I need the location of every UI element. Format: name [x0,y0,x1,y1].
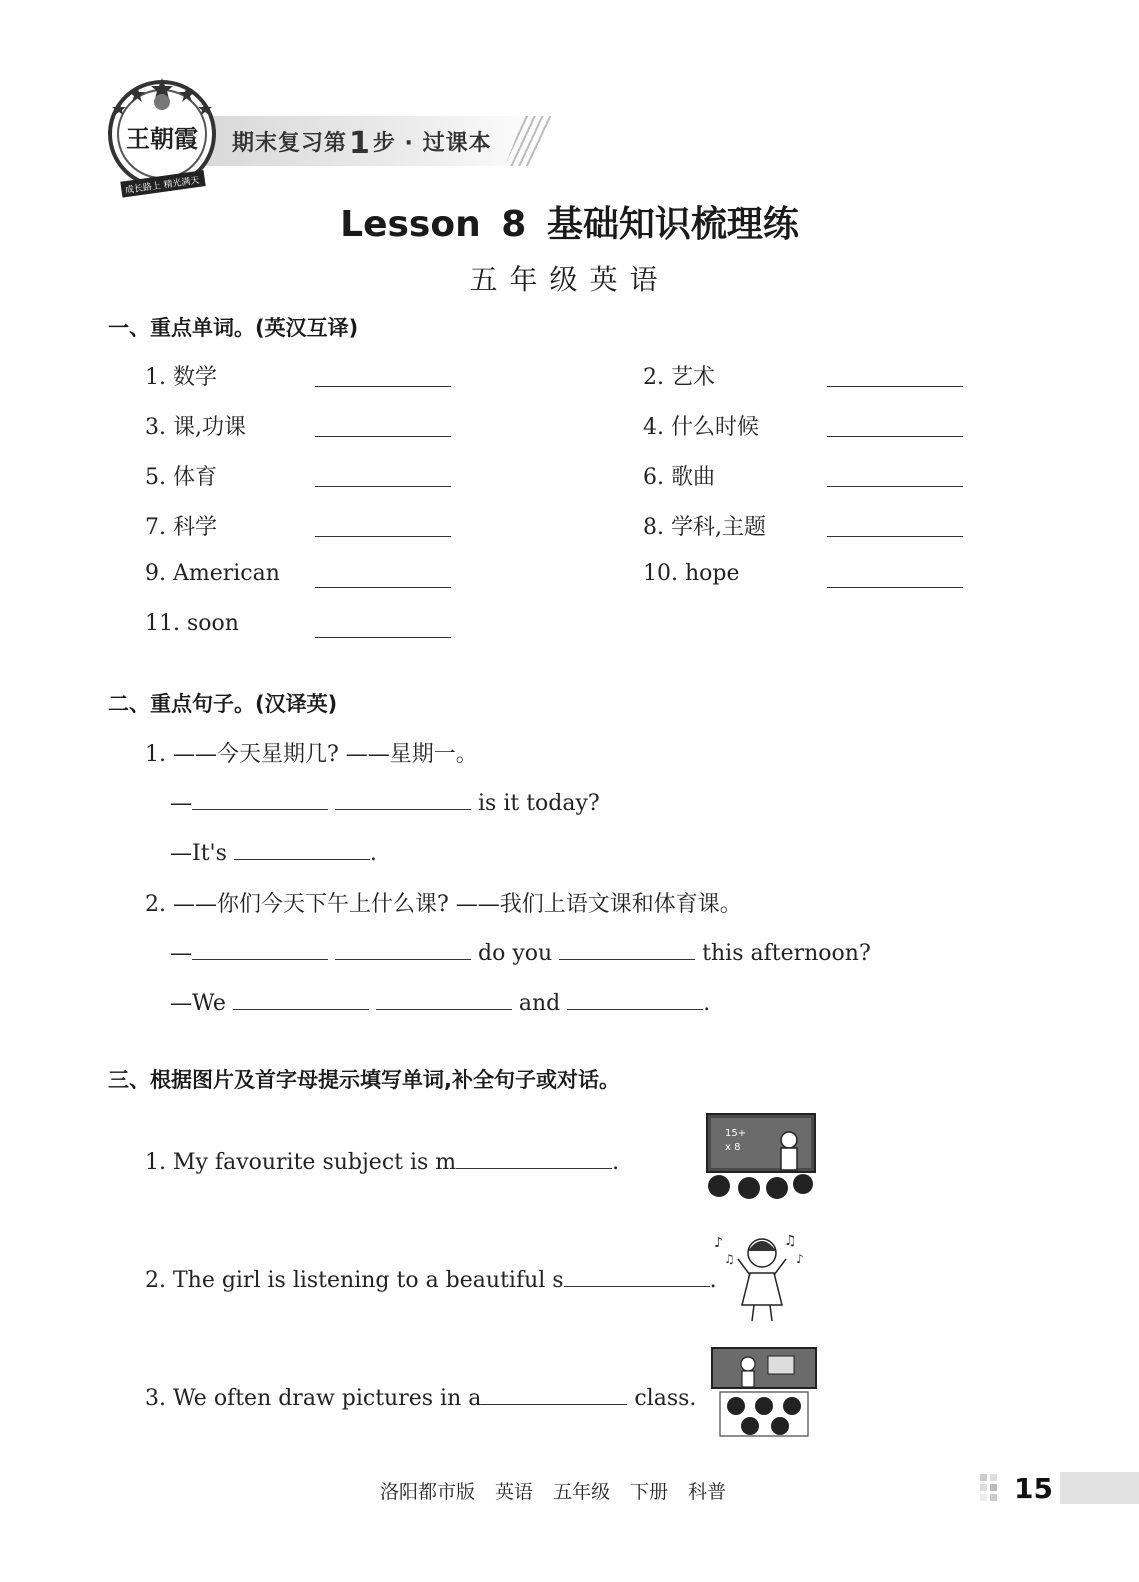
vocab-blank-9[interactable] [315,587,451,588]
picture-item-1-suffix: . [612,1150,620,1175]
step-number: 1 [349,126,371,161]
vocab-item-4: 4. 什么时候 [643,415,759,440]
vocab-blank-11[interactable] [315,637,451,638]
vocab-item-2: 2. 艺术 [643,365,715,390]
page-subtitle: 五年级英语 [469,263,670,296]
step-suffix: 步 · 过课本 [372,131,492,156]
sentence1-blank-b[interactable] [335,787,471,810]
section3-heading: 三、根据图片及首字母提示填写单词,补全句子或对话。 [108,1068,620,1092]
sentence1-line1-prefix: — [170,791,192,816]
sentence2-prompt: 2. ——你们今天下午上什么课? ——我们上语文课和体育课。 [145,892,742,917]
section1-heading: 一、重点单词。(英汉互译) [108,316,359,340]
vocab-blank-2[interactable] [827,386,963,387]
sentence2-line2-mid: and [518,991,561,1016]
picture-item-1-prefix: 1. My favourite subject is m [145,1150,457,1175]
picture-item-2 [145,1264,717,1293]
sentence2-blank-e[interactable] [376,987,512,1010]
vocab-item-6: 6. 歌曲 [643,465,715,490]
footer-edition: 洛阳都市版 英语 五年级 下册 科普 [380,1481,727,1503]
sentence1-blank-c[interactable] [234,837,370,860]
vocab-blank-3[interactable] [315,436,451,437]
sentence2-line1-mid: do you [478,941,553,966]
vocab-item-3: 3. 课,功课 [145,415,246,440]
page-number: 15 [1014,1472,1053,1505]
vocab-blank-1[interactable] [315,386,451,387]
sentence1-line1 [170,787,600,816]
vocab-item-9: 9. American [145,561,280,586]
svg-text:♪: ♪ [796,1252,804,1266]
svg-text:♫: ♫ [784,1233,797,1249]
sentence2-blank-b[interactable] [335,937,471,960]
svg-text:♪: ♪ [714,1235,723,1251]
sentence2-blank-d[interactable] [233,987,369,1010]
sentence2-line2-suffix: . [703,991,711,1016]
picture-item-2-prefix: 2. The girl is listening to a beautiful s [145,1268,564,1293]
vocab-item-1: 1. 数学 [145,365,217,390]
vocab-blank-7[interactable] [315,536,451,537]
sentence1-blank-a[interactable] [192,787,328,810]
picture-item-2-suffix: . [709,1268,717,1293]
vocab-item-11: 11. soon [145,611,239,636]
sentence1-line2-prefix: —It's [170,841,227,866]
sentence1-prompt: 1. ——今天星期几? ——星期一。 [145,742,478,767]
sentence1-line2-suffix: . [369,841,377,866]
sentence2-line1-suffix: this afternoon? [702,941,871,966]
picture-item-3-prefix: 3. We often draw pictures in a [145,1386,482,1411]
footer-dots-decoration [980,1474,1010,1504]
vocab-blank-10[interactable] [827,587,963,588]
sentence2-line1-prefix: — [170,941,192,966]
brand-logo [105,72,219,202]
header-step-label [232,126,492,161]
sentence2-line2 [170,987,710,1016]
vocab-item-7: 7. 科学 [145,515,217,540]
sentence2-blank-a[interactable] [192,937,328,960]
picture-blank-3[interactable] [481,1382,627,1405]
art-class-illustration [710,1346,818,1440]
page-title: Lesson 8 基础知识梳理练 [340,204,799,245]
vocab-blank-6[interactable] [827,486,963,487]
vocab-item-8: 8. 学科,主题 [643,515,766,540]
section2-heading: 二、重点句子。(汉译英) [108,692,338,716]
sentence2-line1 [170,937,871,966]
vocab-item-5: 5. 体育 [145,465,217,490]
sentence1-line1-suffix: is it today? [478,791,600,816]
picture-item-3-suffix: class. [627,1386,697,1411]
vocab-item-10: 10. hope [643,561,740,586]
svg-text:♫: ♫ [724,1252,735,1266]
svg-text:x 8: x 8 [725,1142,741,1153]
vocab-blank-5[interactable] [315,486,451,487]
picture-blank-2[interactable] [564,1264,710,1287]
picture-blank-1[interactable] [456,1146,612,1169]
picture-item-1 [145,1146,619,1175]
svg-text:15+: 15+ [725,1128,747,1139]
girl-music-illustration [709,1225,812,1325]
page-number-band [1060,1472,1139,1504]
vocab-blank-4[interactable] [827,436,963,437]
vocab-blank-8[interactable] [827,536,963,537]
sentence1-line2 [170,837,377,866]
step-prefix: 期末复习第 [232,131,348,156]
picture-item-3 [145,1382,696,1411]
sentence2-line2-prefix: —We [170,991,226,1016]
sentence2-blank-f[interactable] [567,987,703,1010]
math-class-illustration [703,1112,817,1204]
brand-name: 王朝霞 [126,124,198,153]
sentence2-blank-c[interactable] [559,937,695,960]
brand-slogan: 成长路上 精光满天 [124,175,201,197]
